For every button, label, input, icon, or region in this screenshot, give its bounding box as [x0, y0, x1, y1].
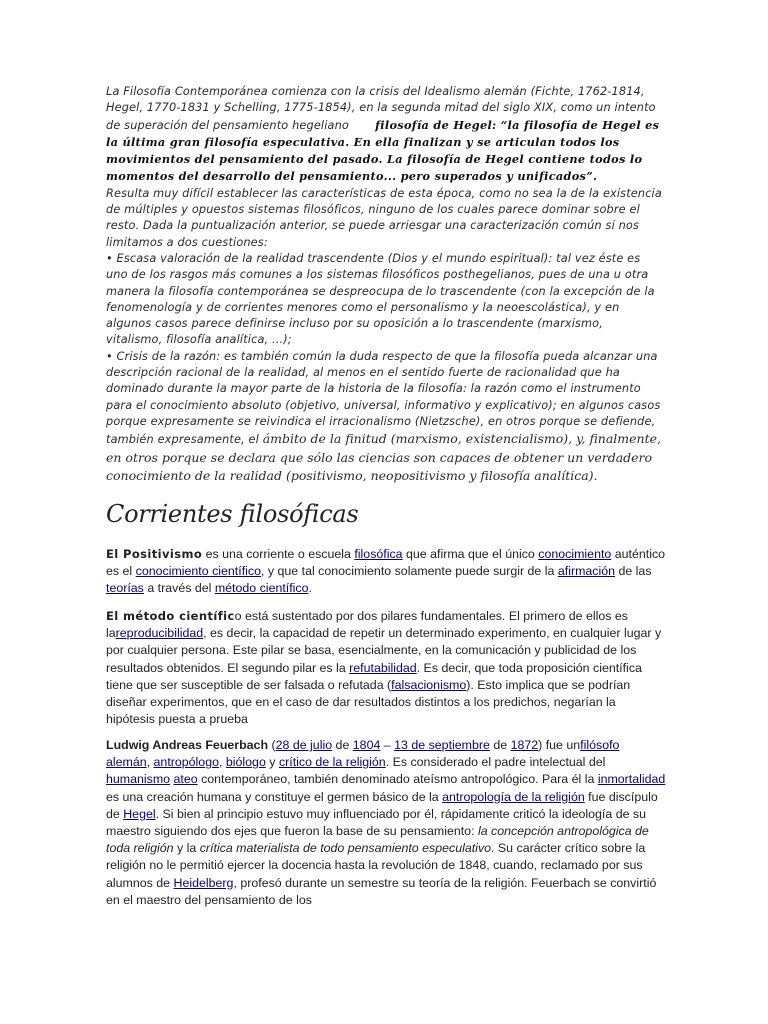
link-antropologia-religion[interactable]: antropología de la religión — [442, 789, 585, 804]
link-filosofo[interactable]: filósofo — [580, 738, 620, 752]
link-conocimiento[interactable]: conocimiento — [538, 547, 612, 561]
link-filosofica[interactable]: filosófica — [354, 547, 403, 561]
link-falsacionismo[interactable]: falsacionismo — [391, 677, 467, 692]
positivismo-paragraph: El Positivismo es una corriente o escuela filosófica que afirma que el único conocimiento auténtico es el conocimiento científico, y que tal conocimiento solamente puede surgir de la afirmación de las teorías a través del método científico. — [106, 547, 666, 596]
intro-section — [106, 84, 662, 485]
link-critico-religion[interactable]: crítico de la religión — [278, 755, 386, 770]
link-refutabilidad[interactable]: refutabilidad — [349, 660, 417, 675]
link-ateo[interactable]: ateo — [173, 772, 198, 787]
link-teorias[interactable]: teorías — [106, 581, 144, 596]
link-humanismo[interactable]: humanismo — [106, 772, 171, 787]
link-afirmacion[interactable]: afirmación — [557, 564, 616, 579]
link-28-julio[interactable]: 28 de julio — [275, 738, 333, 752]
link-aleman[interactable]: alemán — [106, 755, 147, 770]
link-heidelberg[interactable]: Heidelberg — [173, 875, 234, 890]
link-biologo[interactable]: biólogo — [225, 755, 266, 770]
link-antropologo[interactable]: antropólogo — [153, 755, 219, 770]
link-hegel[interactable]: Hegel — [123, 806, 156, 821]
intro-paragraph-2: Resulta muy difícil establecer las características de esta época, como no sea la de la existencia de múltiples y opuestos sistemas filosóficos, ninguno de los cuales parece dominar sobre el resto. Dada la puntualización anterior, se puede arriesgar una caracterización común si nos limitamos a dos cuestiones: — [106, 186, 662, 249]
link-1804[interactable]: 1804 — [352, 738, 381, 752]
section-heading: Corrientes filosóficas — [106, 500, 359, 528]
link-13-septiembre[interactable]: 13 de septiembre — [394, 738, 490, 752]
link-reproducibilidad[interactable]: reproducibilidad — [115, 626, 204, 641]
link-1872[interactable]: 1872 — [510, 738, 539, 752]
link-inmortalidad[interactable]: inmortalidad — [597, 772, 666, 787]
metodo-paragraph: El método científico está sustentado por dos pilares fundamentales. El primero de ellos es lareproducibilidad, es decir, la capacidad de repetir un determinado experimento, en cualquier lugar y por cualquier persona. Este pilar se basa, esencialmente, en la comunicación y publicidad de los resultados obtenidos. El segundo pilar es la refutabilidad. Es decir, que toda proposición científica tiene que ser susceptible de ser falsada o refutada (falsacionismo). Esto implica que se podrían diseñar experimentos, que en el caso de dar resultados distintos a los predichos, negarían la hipótesis puesta a prueba — [106, 609, 662, 727]
link-metodo-cientifico[interactable]: método científico — [214, 581, 309, 596]
metodo-term: El método científic — [106, 609, 235, 623]
feuerbach-paragraph: Ludwig Andreas Feuerbach (28 de julio de 1804 – 13 de septiembre de 1872) fue unfilósofo alemán, antropólogo, biólogo y crítico de la religión. Es considerado el padre intelectual del humanismo ateo contemporáneo, también denominado ateísmo antropológico. Para él la inmortalidad es una creación humana y constituye el germen básico de la antropología de la religión fue discípulo de Hegel. Si bien al principio estuvo muy influenciado por él, rápidamente criticó la ideología de su maestro siguiendo dos ejes que fueron la base de su pensamiento: la concepción antropológica de toda religión y la crítica materialista de todo pensamiento especulativo. Su carácter crítico sobre la religión no le permitió ejercer la docencia hasta la revolución de 1848, cuando, reclamado por sus alumnos de Heidelberg, profesó durante un semestre su teoría de la religión. Feuerbach se convirtió en el maestro del pensamiento de los — [106, 738, 666, 907]
feuerbach-name: Ludwig Andreas Feuerbach — [106, 738, 269, 752]
hegel-quote: filosofía de Hegel: “la filosofía de Hegel es la última gran filosofía especulativa. En ella finalizan y se articulan todos los movimientos del pensamiento del pasado. La filosofía de Hegel contiene todos lo momentos del desarrollo del pensamiento... pero superados y unificados”. — [106, 117, 660, 184]
intro-paragraph-1: La Filosofía Contemporánea comienza con la crisis del Idealismo alemán (Fichte, 1762-1814, Hegel, 1770-1831 y Schelling, 1775-1854), en la segunda mitad del siglo XIX, como un intento de superación del pensamiento hegeliano filosofía de Hegel: “la filosofía de Hegel es la última gran filosofía especulativa. En ella finalizan y se articulan todos los movimientos del pensamiento del pasado. La filosofía de Hegel contiene todos lo momentos del desarrollo del pensamiento... pero superados y unificados”. — [106, 85, 660, 184]
link-conocimiento-cientifico[interactable]: conocimiento científico — [135, 564, 261, 579]
intro-bullet-trascendente: • Escasa valoración de la realidad trascendente (Dios y el mundo espiritual): tal vez éste es uno de los rasgos más comunes a los sistemas filosóficos posthegelianos, pues de una u otra manera la filosofía contemporánea se despreocupa de lo trascendente (con la excepción de la fenomenología y de corrientes menores como el personalismo y la neoescolástica), y en algunos casos parece definirse incluso por su oposición a lo trascendente (marxismo, vitalismo, filosofía analítica, ...); — [106, 251, 655, 347]
positivismo-term: El Positivismo — [106, 547, 203, 561]
intro-bullet-crisis-razon: • Crisis de la razón: es también común la duda respecto de que la filosofía pueda alcanzar una descripción racional de la realidad, al menos en el sentido fuerte de racionalidad que ha dominado durante la mayor parte de la historia de la filosofía: la razón como el instrumento para el conocimiento absoluto (objetivo, universal, informativo y explicativo); en algunos casos porque expresamente se reivindica el irracionalismo (Nietzsche), en otros porque se defiende, también expresamente, el ámbito de la finitud (marxismo, existencialismo), y, finalmente, en otros porque se declara que sólo las ciencias son capaces de obtener un verdadero conocimiento de la realidad (positivismo, neopositivismo y filosofía analítica). — [106, 349, 661, 483]
